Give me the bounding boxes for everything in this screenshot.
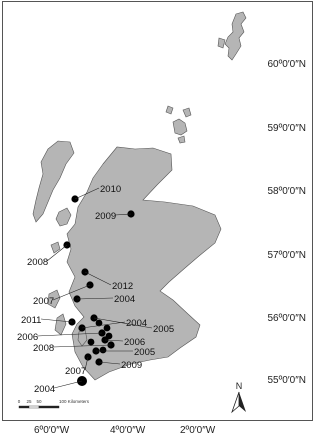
scale-bar-tick-label: 0 bbox=[17, 399, 21, 404]
site-year-label: 2007 bbox=[65, 366, 87, 377]
site-year-label: 2012 bbox=[112, 281, 134, 292]
site-marker bbox=[106, 333, 113, 340]
latitude-label-59: 59º0′0″N bbox=[267, 123, 306, 134]
site-year-label: 2004 bbox=[126, 318, 148, 329]
site-marker bbox=[104, 325, 111, 332]
site-year-label: 2010 bbox=[100, 184, 122, 195]
site-year-label: 2005 bbox=[153, 324, 175, 335]
inner-hebrides bbox=[48, 208, 71, 335]
site-marker bbox=[100, 347, 107, 354]
site-year-label: 2004 bbox=[34, 384, 56, 395]
latitude-label-60: 60º0′0″N bbox=[267, 59, 306, 70]
longitude-label-4w: 4º0′0″W bbox=[110, 425, 146, 436]
scale-bar-segment bbox=[19, 406, 29, 408]
site-year-label: 2007 bbox=[33, 296, 55, 307]
north-letter: N bbox=[235, 381, 243, 391]
latitude-label-57: 57º0′0″N bbox=[267, 250, 306, 261]
scale-bar-tick-label: 100 Kilometers bbox=[59, 399, 90, 404]
site-year-label: 2006 bbox=[124, 337, 146, 348]
longitude-label-2w: 2º0′0″W bbox=[180, 425, 216, 436]
scale-bar-tick-label: 25 bbox=[26, 399, 32, 404]
orkney-islands bbox=[166, 106, 191, 143]
site-year-label: 2011 bbox=[21, 315, 42, 326]
site-marker bbox=[88, 339, 95, 346]
latitude-label-58: 58º0′0″N bbox=[267, 186, 306, 197]
site-year-label: 2009 bbox=[95, 211, 117, 222]
site-year-label: 2004 bbox=[114, 294, 136, 305]
leader-line bbox=[54, 381, 82, 388]
scale-bar-tick-label: 50 bbox=[36, 399, 42, 404]
site-year-label: 2006 bbox=[17, 332, 39, 343]
latitude-label-55: 55º0′0″N bbox=[267, 375, 306, 386]
site-year-label: 2009 bbox=[121, 360, 143, 371]
latitude-label-56: 56º0′0″N bbox=[267, 313, 306, 324]
north-arrow-icon bbox=[232, 381, 246, 412]
map-frame bbox=[2, 1, 313, 421]
site-year-label: 2005 bbox=[134, 347, 156, 358]
site-year-label: 2008 bbox=[27, 257, 49, 268]
scale-bar-segment bbox=[39, 406, 59, 408]
longitude-label-6w: 6º0′0″W bbox=[34, 425, 70, 436]
site-year-label: 2008 bbox=[33, 343, 55, 354]
scale-bar bbox=[18, 399, 90, 408]
scale-bar-segment bbox=[29, 406, 39, 408]
shetland-islands bbox=[218, 12, 246, 60]
